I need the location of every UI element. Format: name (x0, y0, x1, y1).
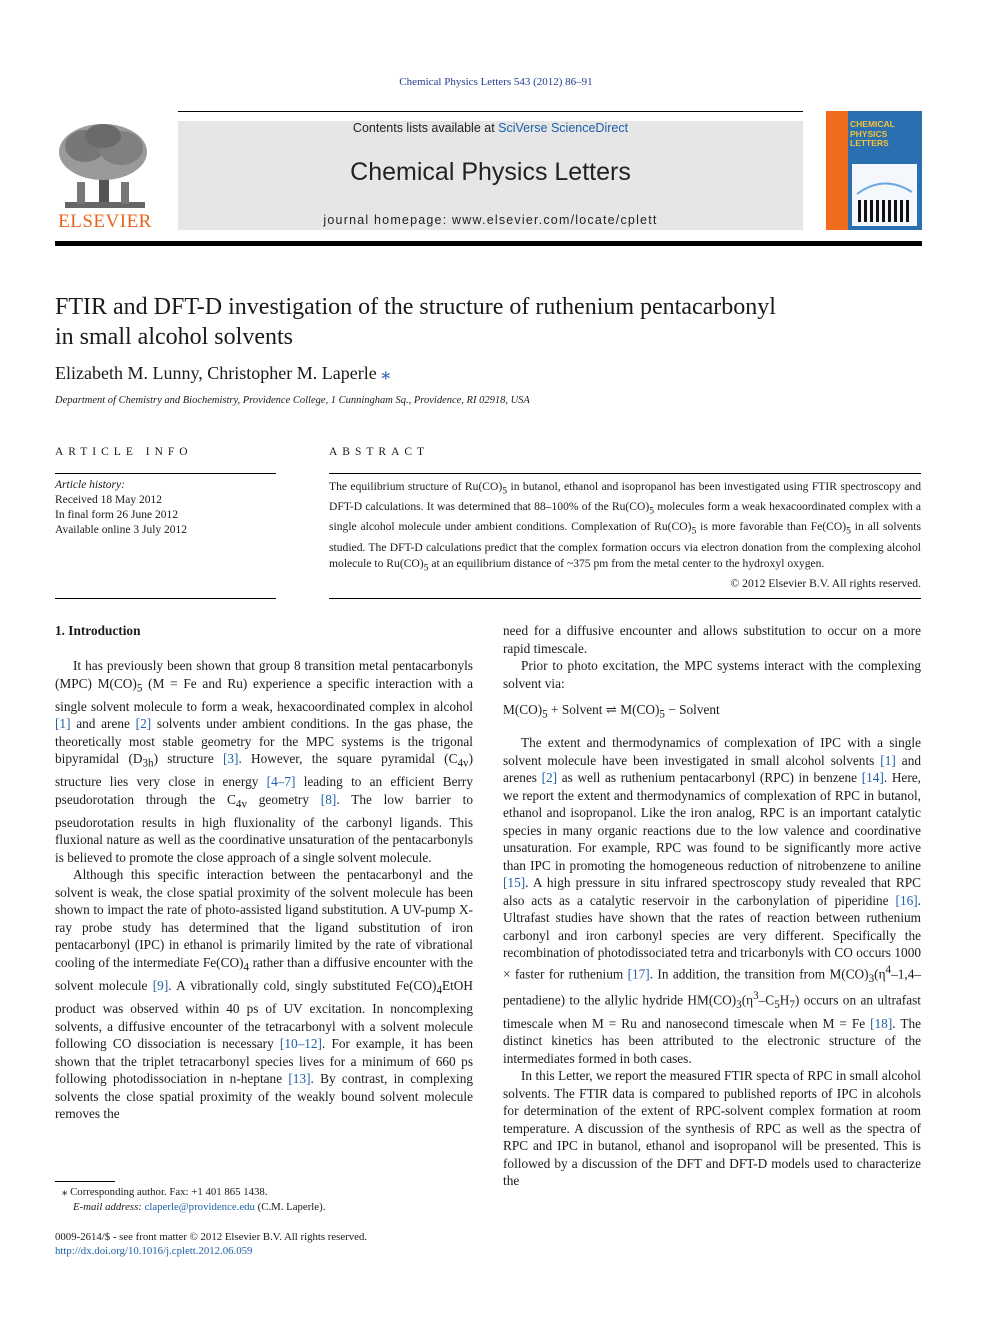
doi-line (55, 1244, 252, 1259)
article-info-rule-top (55, 473, 276, 474)
cover-stripe (826, 111, 848, 230)
abstract-rule-bottom (329, 598, 921, 599)
intro-paragraph-3: Prior to photo excitation, the MPC systems interact with the complexing solvent via: (503, 658, 921, 691)
sciencedirect-link[interactable]: SciVerse ScienceDirect (498, 121, 629, 135)
email-label: E-mail address: (73, 1201, 142, 1213)
abstract-rule-top (329, 473, 921, 474)
article-history (55, 478, 187, 538)
journal-citation[interactable]: Chemical Physics Letters 543 (2012) 86–91 (399, 76, 593, 88)
title-line-1: FTIR and DFT-D investigation of the structure of ruthenium pentacarbonyl (55, 294, 776, 320)
email-name: (C.M. Laperle). (257, 1201, 326, 1213)
corresponding-author-note: ⁎ Corresponding author. Fax: +1 401 865 1438. (62, 1186, 268, 1198)
article-title (55, 292, 915, 352)
issn-line: 0009-2614/$ - see front matter © 2012 Elsevier B.V. All rights reserved. (55, 1231, 368, 1243)
intro-paragraph-5: In this Letter, we report the measured FTIR specta of RPC in small alcohol solvents. The FTIR data is compared to published reports of IPC in alcohols for determination of the extent of RPC-solvent complex formation at room temperature. A discussion of the synthesis of RPC as well as the spectra of RPC and IPC in butanol, ethanol and isopropanol will be presented. This is followed by a discussion of the DFT and DFT-D models used to characterize the (503, 1068, 921, 1189)
cover-title: CHEMICAL PHYSICS LETTERS (850, 119, 895, 148)
contents-prefix: Contents lists available at (352, 121, 495, 135)
author-list (55, 363, 390, 384)
header-top-rule (178, 111, 803, 112)
article-info-heading: ARTICLE INFO (55, 446, 193, 458)
title-line-2: in small alcohol solvents (55, 324, 293, 350)
email-line (73, 1200, 325, 1215)
abstract-heading: ABSTRACT (329, 446, 430, 458)
equilibrium-equation: $M(CO)_5$ + Solvent ⇌ $M(CO)_5$ − Solvent (503, 702, 720, 721)
elsevier-wordmark: ELSEVIER (58, 211, 152, 232)
footnote-rule (55, 1181, 115, 1182)
cover-graphic (852, 164, 917, 226)
history-final-form: In final form 26 June 2012 (55, 509, 178, 521)
copyright: © 2012 Elsevier B.V. All rights reserved. (730, 576, 921, 590)
email-link[interactable]: claperle@providence.edu (144, 1201, 255, 1213)
article-info-rule-bottom (55, 598, 276, 599)
history-label: Article history: (55, 479, 125, 491)
abstract-paragraph: The equilibrium structure of $Ru(CO)_5$ in butanol, ethanol and isopropanol has been investigated using FTIR spectroscopy and DFT-D calculations. It was determined that 88–100% of the $Ru(CO)_5$ molecules form a weak hexacoordinated complex with a single alcohol molecule under ambient conditions. Complexation of $Ru(CO)_5$ is more favorable than $Fe(CO)_5$ in all solvents studied. The DFT-D calculations predict that the complex formation occurs via electron donation from the complexing alcohol molecule to $Ru(CO)_5$ at an equilibrium distance of ~375 pm from the metal center to the hydroxyl oxygen. (329, 480, 922, 573)
corresponding-author-mark[interactable]: ⁎ (381, 363, 391, 383)
history-received: Received 18 May 2012 (55, 494, 162, 506)
authors: Elizabeth M. Lunny, Christopher M. Laperle (55, 363, 377, 383)
journal-name: Chemical Physics Letters (350, 158, 631, 186)
affiliation: Department of Chemistry and Biochemistry, Providence College, 1 Cunningham Sq., Providence, RI 02918, USA (55, 395, 530, 406)
contents-available (178, 121, 803, 135)
doi-link[interactable]: http://dx.doi.org/10.1016/j.cplett.2012.06.059 (55, 1245, 253, 1257)
journal-banner (178, 121, 803, 230)
intro-paragraph-2-cont: need for a diffusive encounter and allows substitution to occur on a more rapid timescale. (503, 623, 921, 656)
intro-heading: 1. Introduction (55, 623, 141, 638)
journal-homepage[interactable]: journal homepage: www.elsevier.com/locate/cplett (323, 213, 658, 227)
intro-paragraph-2: Although this specific interaction between the pentacarbonyl and the solvent is weak, the close spatial proximity of the solvent molecule has been shown to impact the rate of photo-assisted ligand substitution. A UV-pump X-ray probe study has determined that the ligand substitution of iron pentacarbonyl (IPC) in ethanol is primarily limited by the rate of vibrational cooling of the intermediate $Fe(CO)_4$ rather than a diffusive encounter with the solvent molecule [9]. A vibrationally cold, singly substituted $Fe(CO)_4EtOH$ product was observed within 40 ps of UV excitation. In noncomplexing solvents, a diffusive encounter of the tetracarbonyl with a solvent molecule following CO dissociation is necessary [10–12]. For example, it has been shown that the triplet tetracarbonyl species lives for a minimum of 660 ps following photodissociation in n-heptane [13]. By contrast, in complexing solvents the close spatial proximity of the weakly bound solvent molecule removes the (55, 867, 474, 1122)
header-bottom-rule (55, 241, 922, 246)
journal-cover-image (826, 111, 922, 230)
body-left-column (55, 622, 473, 1123)
intro-paragraph-4: The extent and thermodynamics of complexation of IPC with a single solvent molecule have been investigated in small alcohol solvents [1] and arenes [2] as well as ruthenium pentacarbonyl (RPC) in benzene [14]. Here, we report the extent and thermodynamics of complexation of RPC in butanol, ethanol and isopropanol. Like the iron analog, RPC is an important catalytic species in many organic reactions due to the low valence and coordinative unsaturation. For example, RPC was found to be significantly more active than IPC in promoting the homogeneous reduction of nitrobenzene to aniline [15]. A high pressure in situ infrared spectroscopy study revealed that RPC also acts as a catalytic reservoir in the carbonylation of piperidine [16]. Ultrafast studies have shown that the rates of reaction between ruthenium carbonyl and iron carbonyl species are very different. Specifically the recombination of photodissociated tetra and tricarbonyls with CO occurs 1000 × faster for ruthenium [17]. In addition, the transition from $M(CO)_3(\eta^4-1,4-pentadiene)$ to the allylic hydride $HM(CO)_3(\eta^3-C_5H_7)$ occurs on an ultrafast timescale when M = Ru and nanosecond timescale when M = Fe [18]. The distinct kinetics has been attributed to the electronic structure of the intermediates formed in both cases. (503, 735, 922, 1066)
body-right-column (503, 622, 921, 1190)
intro-paragraph-1: It has previously been shown that group 8 transition metal pentacarbonyls (MPC) $M(CO)_5$ (M = Fe and Ru) experience a specific interaction with a single solvent molecule to form a weak, hexacoordinated complex in alcohol [1] and arene [2] solvents under ambient conditions. In the gas phase, the theoretically most stable geometry for the MPC systems is the trigonal bipyramidal $(D_{3h})$ structure [3]. However, the square pyramidal $(C_{4v})$ structure lies very close in energy [4–7] leading to an efficient Berry pseudorotation through the $C_{4v}$ geometry [8]. The low barrier to pseudorotation results in high fluxionality of the carbonyl ligands. This fluxional nature as well as the coordinative unsaturation of the pentacarbonyls is believed to promote the close approach of a single solvent molecule. (55, 658, 473, 865)
abstract-text (329, 479, 921, 592)
history-online: Available online 3 July 2012 (55, 524, 188, 536)
